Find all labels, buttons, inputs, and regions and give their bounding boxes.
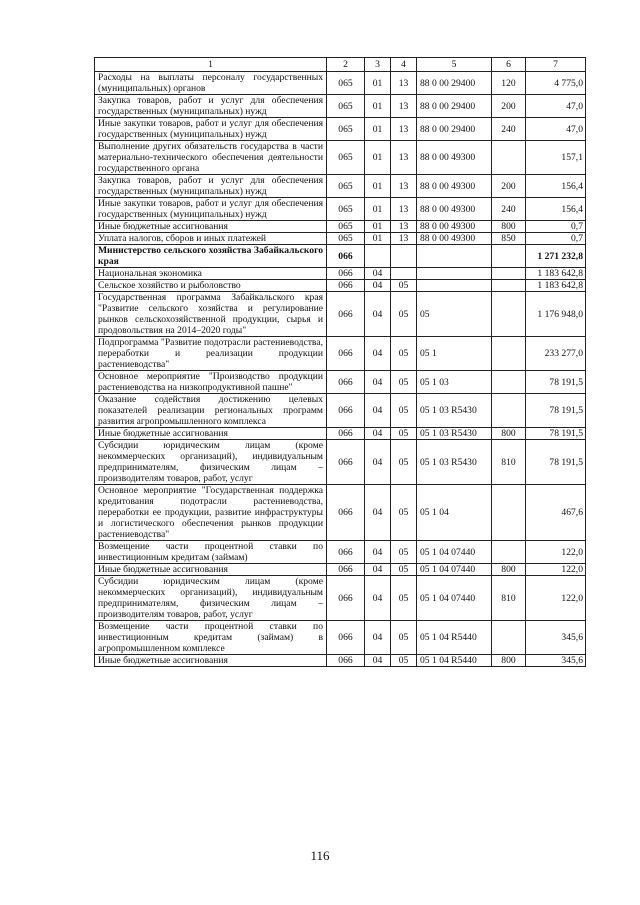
cell-code: 066	[327, 394, 365, 428]
cell-expense-type: 200	[492, 95, 526, 118]
cell-expense-type: 240	[492, 118, 526, 141]
cell-subsection: 13	[391, 233, 417, 245]
cell-amount: 78 191,5	[526, 428, 586, 440]
cell-amount: 1 176 948,0	[526, 292, 586, 337]
cell-section: 04	[365, 428, 391, 440]
cell-target-article: 05 1 04 07440	[417, 576, 492, 621]
table-row	[95, 337, 586, 371]
cell-target-article: 05 1 03	[417, 371, 492, 394]
row-name: Основное мероприятие "Производство продукции растениеводства на низкопродуктивной пашне"	[95, 371, 327, 394]
cell-subsection: 05	[391, 337, 417, 371]
cell-amount: 78 191,5	[526, 394, 586, 428]
cell-subsection: 05	[391, 440, 417, 485]
row-name: Иные бюджетные ассигнования	[95, 428, 327, 440]
cell-code: 065	[327, 198, 365, 221]
table-row	[95, 541, 586, 564]
cell-subsection: 13	[391, 175, 417, 198]
cell-target-article: 05	[417, 292, 492, 337]
cell-expense-type	[492, 268, 526, 280]
table-row	[95, 72, 586, 95]
cell-expense-type	[492, 141, 526, 175]
row-name: Иные закупки товаров, работ и услуг для обеспечения государственных (муниципальных) нужд	[95, 118, 327, 141]
table-row	[95, 564, 586, 576]
header-cell: 1	[95, 58, 327, 72]
row-name: Государственная программа Забайкальского края "Развитие сельского хозяйства и регулирование рынков сельскохозяйственной продукции, сырья и продовольствия на 2014–2020 годы"	[95, 292, 327, 337]
cell-code: 065	[327, 233, 365, 245]
table-row	[95, 440, 586, 485]
cell-amount: 157,1	[526, 141, 586, 175]
cell-subsection: 13	[391, 198, 417, 221]
table-row	[95, 175, 586, 198]
cell-subsection: 05	[391, 655, 417, 667]
table-row	[95, 280, 586, 292]
cell-subsection: 13	[391, 221, 417, 233]
cell-subsection: 13	[391, 72, 417, 95]
row-name: Расходы на выплаты персоналу государственных (муниципальных) органов	[95, 72, 327, 95]
cell-target-article	[417, 280, 492, 292]
cell-target-article: 88 0 00 29400	[417, 95, 492, 118]
row-name: Закупка товаров, работ и услуг для обеспечения государственных (муниципальных) нужд	[95, 95, 327, 118]
cell-subsection	[391, 245, 417, 268]
cell-code: 065	[327, 95, 365, 118]
cell-subsection: 05	[391, 394, 417, 428]
cell-expense-type: 800	[492, 221, 526, 233]
table-row	[95, 268, 586, 280]
table-row	[95, 95, 586, 118]
table-row	[95, 292, 586, 337]
table-row	[95, 118, 586, 141]
page-number: 116	[310, 848, 330, 863]
cell-code: 066	[327, 621, 365, 655]
cell-section: 01	[365, 95, 391, 118]
cell-section: 01	[365, 233, 391, 245]
cell-section: 01	[365, 118, 391, 141]
cell-code: 066	[327, 292, 365, 337]
cell-section: 04	[365, 292, 391, 337]
cell-target-article: 05 1 04 07440	[417, 541, 492, 564]
cell-section	[365, 245, 391, 268]
cell-target-article: 05 1 04 07440	[417, 564, 492, 576]
cell-subsection	[391, 268, 417, 280]
cell-code: 066	[327, 245, 365, 268]
table-row	[95, 233, 586, 245]
cell-expense-type: 800	[492, 655, 526, 667]
cell-code: 066	[327, 564, 365, 576]
cell-subsection: 05	[391, 541, 417, 564]
cell-expense-type: 800	[492, 564, 526, 576]
cell-target-article: 88 0 00 49300	[417, 198, 492, 221]
row-name: Иные бюджетные ассигнования	[95, 221, 327, 233]
row-name: Иные бюджетные ассигнования	[95, 655, 327, 667]
row-name: Министерство сельского хозяйства Забайкальского края	[95, 245, 327, 268]
table-row	[95, 394, 586, 428]
cell-expense-type: 800	[492, 428, 526, 440]
row-name: Основное мероприятие "Государственная поддержка кредитования подотрасли растениеводства, переработки ее продукции, развитие инфраструктуры и логистического обеспечения рынков продукции растениеводства"	[95, 485, 327, 541]
table-row	[95, 221, 586, 233]
cell-subsection: 05	[391, 485, 417, 541]
header-cell: 6	[492, 58, 526, 72]
cell-amount: 345,6	[526, 621, 586, 655]
cell-amount: 156,4	[526, 175, 586, 198]
cell-amount: 345,6	[526, 655, 586, 667]
cell-amount: 467,6	[526, 485, 586, 541]
cell-expense-type: 810	[492, 576, 526, 621]
row-name: Уплата налогов, сборов и иных платежей	[95, 233, 327, 245]
cell-subsection: 13	[391, 95, 417, 118]
cell-subsection: 05	[391, 428, 417, 440]
cell-expense-type: 120	[492, 72, 526, 95]
cell-section: 04	[365, 564, 391, 576]
cell-expense-type: 850	[492, 233, 526, 245]
row-name: Закупка товаров, работ и услуг для обеспечения государственных (муниципальных) нужд	[95, 175, 327, 198]
cell-target-article: 05 1 04 R5440	[417, 655, 492, 667]
cell-subsection: 05	[391, 292, 417, 337]
cell-expense-type	[492, 280, 526, 292]
header-cell: 2	[327, 58, 365, 72]
row-name: Сельское хозяйство и рыболовство	[95, 280, 327, 292]
cell-section: 04	[365, 541, 391, 564]
cell-target-article	[417, 268, 492, 280]
cell-amount: 0,7	[526, 221, 586, 233]
cell-amount: 1 271 232,8	[526, 245, 586, 268]
cell-amount: 156,4	[526, 198, 586, 221]
cell-section: 04	[365, 280, 391, 292]
cell-amount: 1 183 642,8	[526, 268, 586, 280]
header-cell: 3	[365, 58, 391, 72]
cell-amount: 122,0	[526, 564, 586, 576]
header-cell: 4	[391, 58, 417, 72]
cell-amount: 233 277,0	[526, 337, 586, 371]
cell-expense-type: 240	[492, 198, 526, 221]
row-name: Возмещение части процентной ставки по инвестиционным кредитам (займам)	[95, 541, 327, 564]
cell-expense-type: 810	[492, 440, 526, 485]
row-name: Подпрограмма "Развитие подотрасли растениеводства, переработки и реализации продукции растениеводства"	[95, 337, 327, 371]
cell-amount: 47,0	[526, 118, 586, 141]
cell-subsection: 13	[391, 118, 417, 141]
cell-target-article: 05 1	[417, 337, 492, 371]
cell-subsection: 05	[391, 621, 417, 655]
table-row	[95, 371, 586, 394]
cell-target-article: 88 0 00 29400	[417, 118, 492, 141]
cell-subsection: 05	[391, 371, 417, 394]
row-name: Иные закупки товаров, работ и услуг для обеспечения государственных (муниципальных) нужд	[95, 198, 327, 221]
cell-target-article: 05 1 04 R5440	[417, 621, 492, 655]
cell-target-article: 05 1 04	[417, 485, 492, 541]
cell-target-article	[417, 245, 492, 268]
cell-subsection: 05	[391, 280, 417, 292]
cell-code: 066	[327, 268, 365, 280]
row-name: Оказание содействия достижению целевых показателей реализации региональных программ развития агропромышленного комплекса	[95, 394, 327, 428]
header-cell: 5	[417, 58, 492, 72]
cell-section: 04	[365, 268, 391, 280]
cell-amount: 78 191,5	[526, 440, 586, 485]
cell-target-article: 88 0 00 49300	[417, 175, 492, 198]
cell-subsection: 05	[391, 576, 417, 621]
cell-amount: 47,0	[526, 95, 586, 118]
cell-expense-type	[492, 371, 526, 394]
cell-section: 04	[365, 394, 391, 428]
cell-section: 01	[365, 141, 391, 175]
cell-amount: 1 183 642,8	[526, 280, 586, 292]
header-cell: 7	[526, 58, 586, 72]
row-name: Национальная экономика	[95, 268, 327, 280]
cell-code: 066	[327, 371, 365, 394]
cell-section: 01	[365, 198, 391, 221]
cell-code: 065	[327, 118, 365, 141]
cell-section: 04	[365, 576, 391, 621]
cell-amount: 122,0	[526, 541, 586, 564]
cell-section: 04	[365, 655, 391, 667]
table-row	[95, 485, 586, 541]
cell-section: 04	[365, 485, 391, 541]
row-name: Субсидии юридическим лицам (кроме некоммерческих организаций), индивидуальным предпринимателям, физическим лицам – производителям товаров, работ, услуг	[95, 440, 327, 485]
table-row	[95, 655, 586, 667]
cell-code: 066	[327, 440, 365, 485]
cell-section: 04	[365, 337, 391, 371]
cell-expense-type	[492, 292, 526, 337]
cell-section: 04	[365, 371, 391, 394]
cell-code: 066	[327, 655, 365, 667]
row-name: Субсидии юридическим лицам (кроме некоммерческих организаций), индивидуальным предпринимателям, физическим лицам – производителям товаров, работ, услуг	[95, 576, 327, 621]
cell-section: 01	[365, 221, 391, 233]
table-row	[95, 245, 586, 268]
cell-expense-type	[492, 245, 526, 268]
cell-expense-type	[492, 541, 526, 564]
cell-expense-type: 200	[492, 175, 526, 198]
table-row	[95, 576, 586, 621]
cell-target-article: 88 0 00 49300	[417, 233, 492, 245]
cell-section: 04	[365, 440, 391, 485]
cell-code: 066	[327, 337, 365, 371]
cell-section: 01	[365, 72, 391, 95]
budget-table	[94, 57, 586, 667]
cell-section: 04	[365, 621, 391, 655]
cell-amount: 78 191,5	[526, 371, 586, 394]
cell-target-article: 88 0 00 49300	[417, 221, 492, 233]
cell-code: 066	[327, 485, 365, 541]
cell-subsection: 05	[391, 564, 417, 576]
table-row	[95, 141, 586, 175]
cell-amount: 122,0	[526, 576, 586, 621]
cell-code: 066	[327, 541, 365, 564]
cell-target-article: 88 0 00 49300	[417, 141, 492, 175]
cell-code: 065	[327, 175, 365, 198]
cell-expense-type	[492, 394, 526, 428]
table-row	[95, 198, 586, 221]
row-name: Возмещение части процентной ставки по инвестиционным кредитам (займам) в агропромышленном комплексе	[95, 621, 327, 655]
cell-target-article: 05 1 03 R5430	[417, 394, 492, 428]
cell-amount: 4 775,0	[526, 72, 586, 95]
cell-target-article: 05 1 03 R5430	[417, 440, 492, 485]
cell-target-article: 05 1 03 R5430	[417, 428, 492, 440]
cell-code: 065	[327, 72, 365, 95]
cell-expense-type	[492, 337, 526, 371]
cell-code: 065	[327, 221, 365, 233]
cell-code: 066	[327, 280, 365, 292]
header-row	[95, 58, 586, 72]
row-name: Выполнение других обязательств государства в части материально-технического обеспечения деятельности государственного органа	[95, 141, 327, 175]
row-name: Иные бюджетные ассигнования	[95, 564, 327, 576]
cell-target-article: 88 0 00 29400	[417, 72, 492, 95]
cell-section: 01	[365, 175, 391, 198]
cell-code: 065	[327, 141, 365, 175]
cell-amount: 0,7	[526, 233, 586, 245]
cell-subsection: 13	[391, 141, 417, 175]
cell-code: 066	[327, 428, 365, 440]
cell-expense-type	[492, 485, 526, 541]
table-row	[95, 428, 586, 440]
cell-expense-type	[492, 621, 526, 655]
cell-code: 066	[327, 576, 365, 621]
table-row	[95, 621, 586, 655]
